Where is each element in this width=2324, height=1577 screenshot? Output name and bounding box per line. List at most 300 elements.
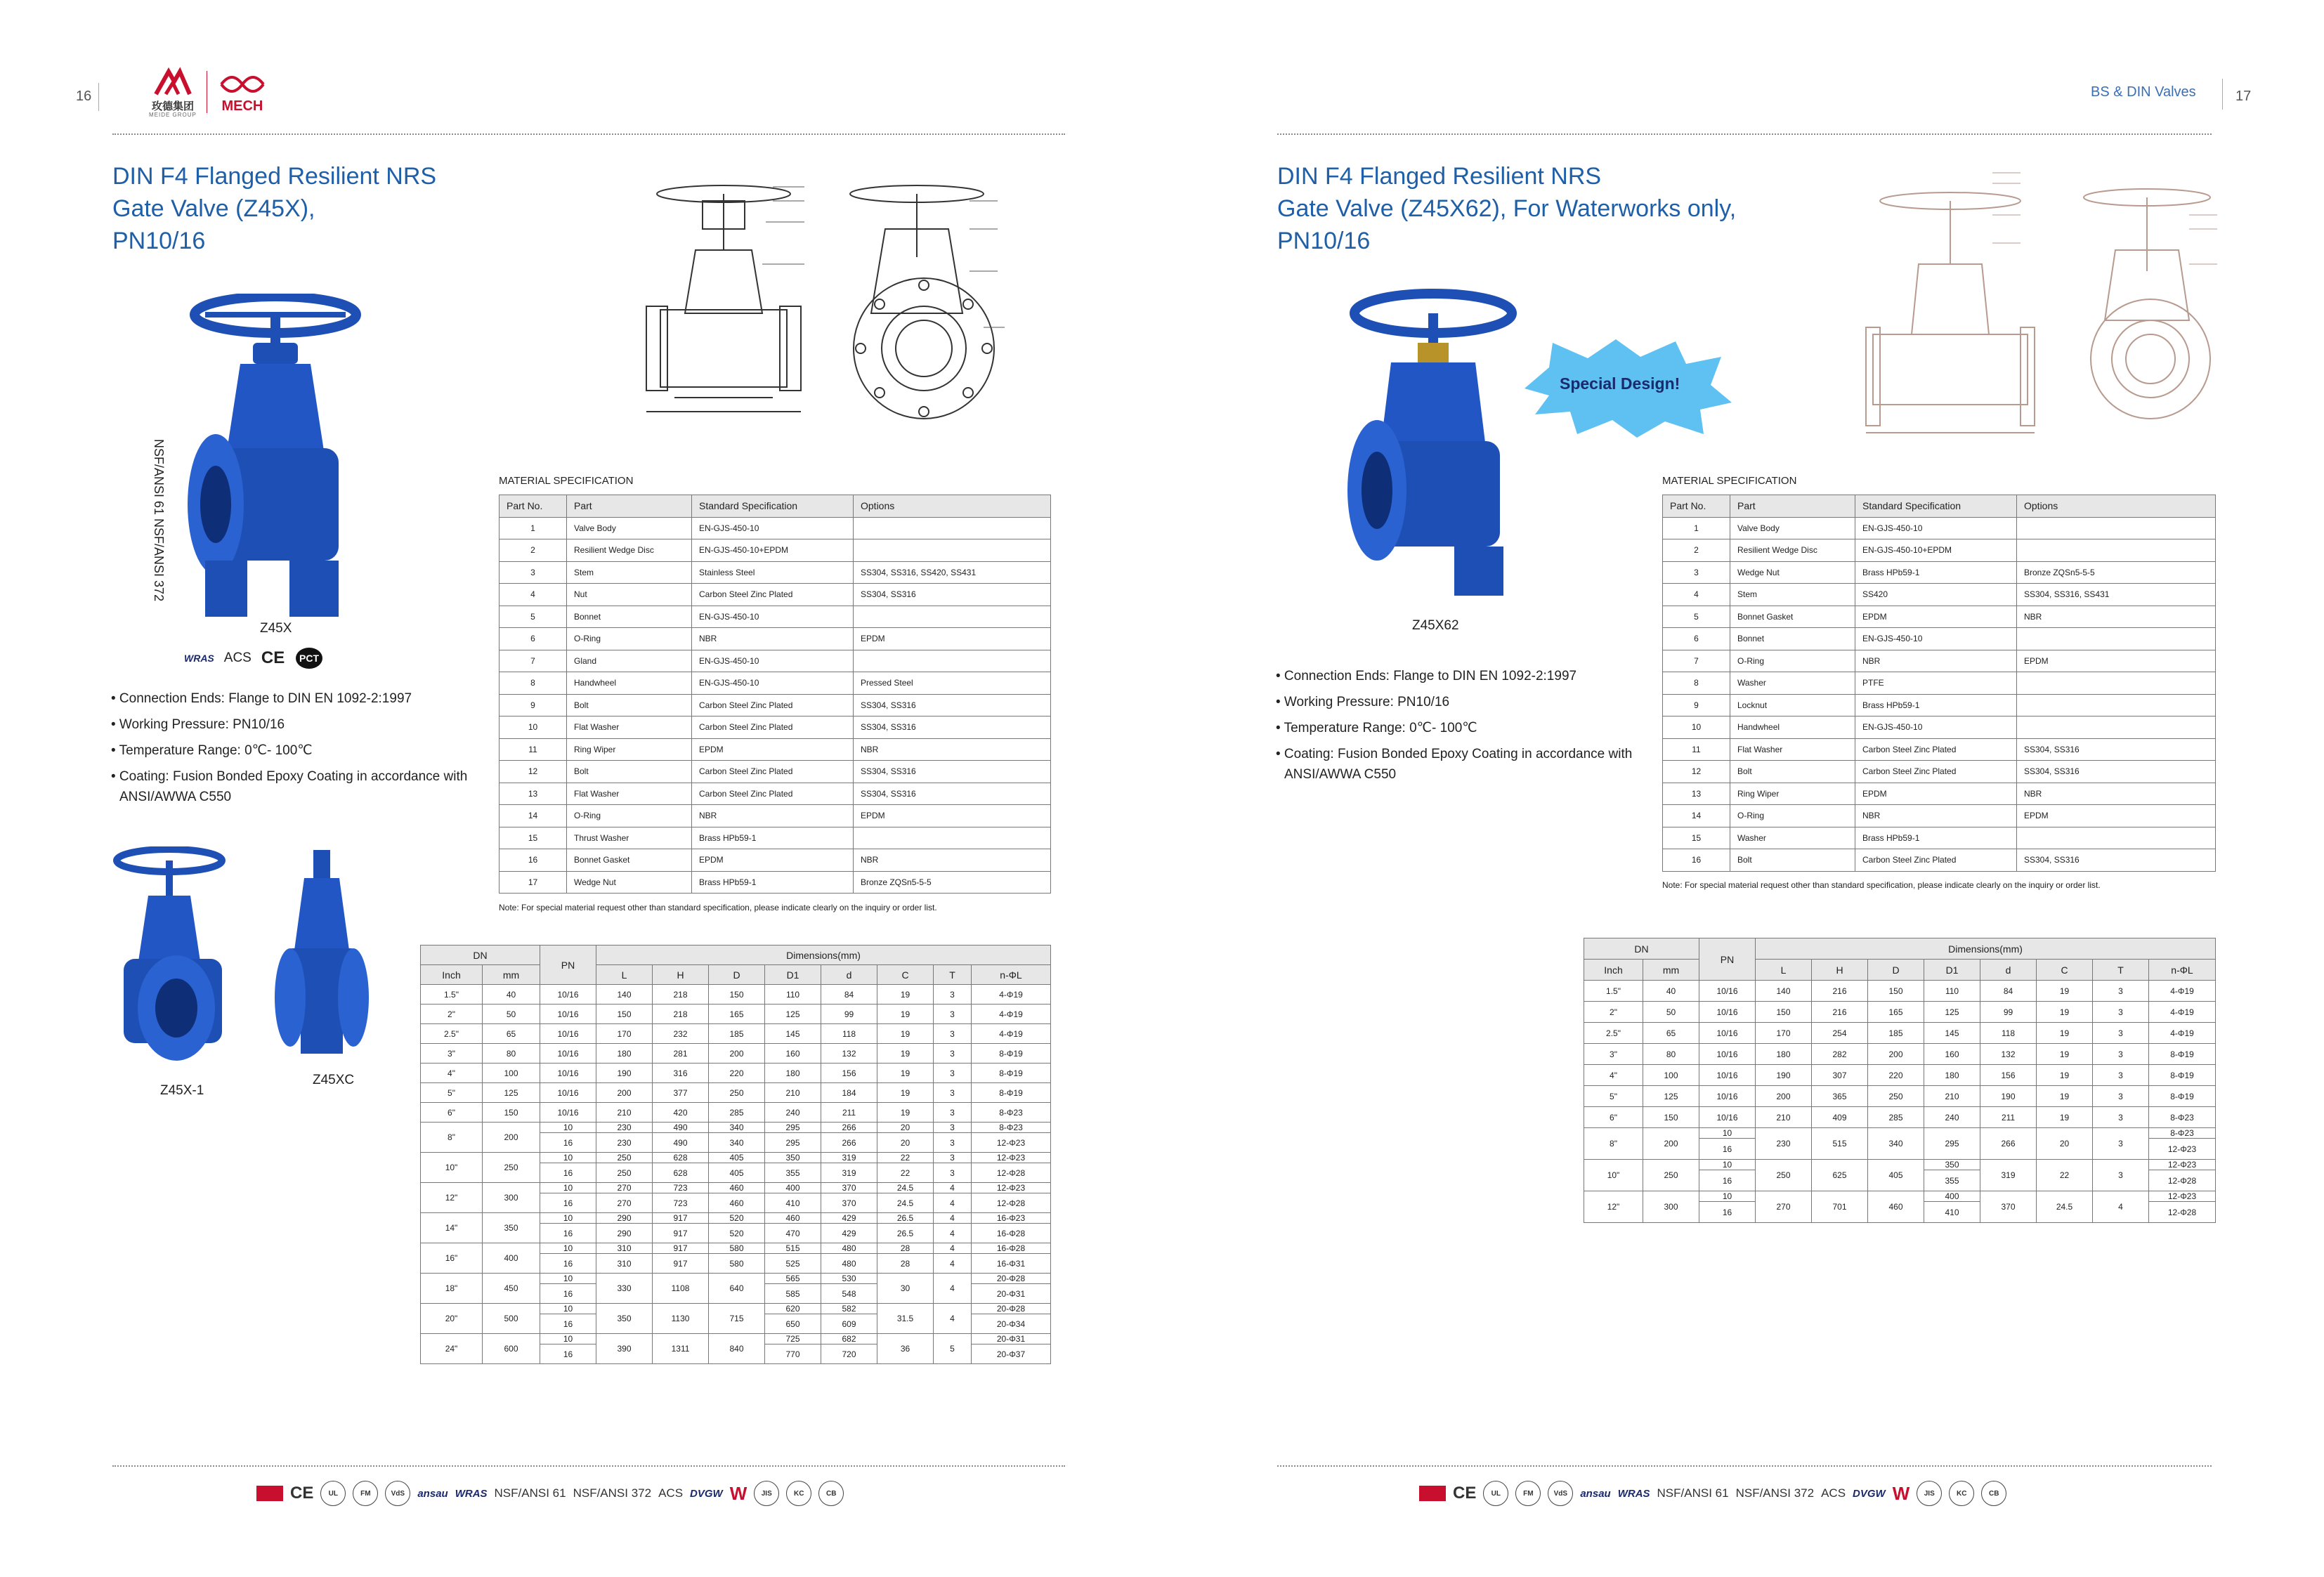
- table-cell: Washer: [1730, 827, 1855, 849]
- table-cell: 16: [1663, 849, 1730, 872]
- company-logo: [149, 66, 267, 118]
- table-cell: SS304, SS316: [854, 694, 1051, 716]
- table-cell: 1130: [653, 1304, 709, 1334]
- ce-mark: CE: [1453, 1484, 1477, 1503]
- svg-text:PCT: PCT: [299, 653, 320, 664]
- table-cell: 3: [934, 1024, 972, 1044]
- table-cell: 150: [709, 985, 765, 1005]
- table-row: [1663, 539, 2216, 562]
- table-cell: 460: [709, 1193, 765, 1213]
- table-cell: 1311: [653, 1334, 709, 1364]
- table-cell: 218: [653, 985, 709, 1005]
- table-cell: 350: [483, 1213, 540, 1243]
- table-cell: EN-GJS-450-10: [692, 517, 854, 539]
- table-cell: 31.5: [877, 1304, 934, 1334]
- table-cell: 165: [709, 1005, 765, 1024]
- column-header: n-ΦL: [972, 965, 1051, 985]
- table-cell: 19: [2037, 1086, 2093, 1107]
- table-row: [421, 1083, 1051, 1103]
- table-cell: 300: [483, 1183, 540, 1213]
- caption-z45xc: Z45XC: [313, 1073, 355, 1087]
- table-cell: Pressed Steel: [854, 672, 1051, 695]
- table-cell: Carbon Steel Zinc Plated: [692, 783, 854, 805]
- table-cell: 16: [540, 1344, 596, 1364]
- table-cell: 6": [421, 1103, 483, 1123]
- column-header: Part No.: [500, 495, 567, 518]
- table-cell: 16: [540, 1163, 596, 1183]
- table-cell: SS304, SS316: [854, 783, 1051, 805]
- table-cell: 99: [1980, 1002, 2037, 1023]
- table-cell: Wedge Nut: [567, 871, 692, 894]
- table-cell: 20-Φ37: [972, 1344, 1051, 1364]
- table-cell: 4-Φ19: [972, 1005, 1051, 1024]
- material-note-left: Note: For special material request other than standard specification, please indicate clearly on the inquiry or order list.: [499, 903, 937, 912]
- table-cell: Bronze ZQSn5-5-5: [854, 871, 1051, 894]
- table-cell: Flat Washer: [567, 716, 692, 739]
- table-cell: 9: [1663, 694, 1730, 716]
- column-header: Standard Specification: [1855, 495, 2017, 518]
- table-cell: [2017, 628, 2216, 650]
- dimension-header-left: [421, 945, 1051, 985]
- table-row: [500, 517, 1051, 539]
- table-cell: 620: [765, 1304, 821, 1314]
- table-cell: 200: [1643, 1128, 1699, 1160]
- table-cell: 16: [1699, 1202, 1756, 1223]
- table-cell: 12: [1663, 761, 1730, 783]
- dn-header: DN: [1584, 938, 1699, 960]
- table-cell: [2017, 716, 2216, 739]
- table-cell: 185: [709, 1024, 765, 1044]
- table-cell: SS304, SS316: [854, 584, 1051, 606]
- table-cell: 132: [821, 1044, 877, 1064]
- table-cell: 580: [709, 1254, 765, 1274]
- table-cell: 24.5: [877, 1183, 934, 1193]
- table-cell: 12-Φ23: [972, 1183, 1051, 1193]
- header-row: [421, 965, 1051, 985]
- table-cell: 22: [877, 1163, 934, 1183]
- table-cell: 3: [934, 1044, 972, 1064]
- table-cell: Brass HPb59-1: [1855, 827, 2017, 849]
- table-cell: 19: [2037, 1107, 2093, 1128]
- table-cell: 210: [1924, 1086, 1980, 1107]
- table-cell: Nut: [567, 584, 692, 606]
- table-cell: 350: [1924, 1160, 1980, 1170]
- table-cell: 10/16: [1699, 1023, 1756, 1044]
- table-cell: 84: [1980, 981, 2037, 1002]
- table-cell: 16: [540, 1133, 596, 1153]
- cert-seal: KC: [786, 1481, 811, 1506]
- table-row: [1663, 761, 2216, 783]
- footer-certs-right: [1419, 1481, 2006, 1506]
- table-row: [500, 761, 1051, 783]
- table-cell: 19: [877, 985, 934, 1005]
- table-cell: Bonnet Gasket: [1730, 606, 1855, 628]
- table-cell: NBR: [2017, 606, 2216, 628]
- table-cell: 16-Φ28: [972, 1243, 1051, 1254]
- table-cell: 132: [1980, 1044, 2037, 1065]
- table-row: [1663, 694, 2216, 716]
- table-cell: 701: [1812, 1191, 1868, 1223]
- table-row: [500, 650, 1051, 672]
- table-cell: Resilient Wedge Disc: [1730, 539, 1855, 562]
- table-cell: 200: [1756, 1086, 1812, 1107]
- table-cell: 10: [540, 1153, 596, 1163]
- table-row: [1663, 827, 2216, 849]
- table-cell: 250: [709, 1083, 765, 1103]
- table-cell: 12-Φ23: [2149, 1160, 2216, 1170]
- technical-drawing-right: [1852, 159, 2231, 447]
- table-cell: 7: [500, 650, 567, 672]
- material-rows-right: [1663, 517, 2216, 871]
- table-cell: Bronze ZQSn5-5-5: [2017, 561, 2216, 584]
- table-cell: 1.5": [421, 985, 483, 1005]
- table-cell: 30: [877, 1274, 934, 1304]
- table-cell: 24": [421, 1334, 483, 1364]
- table-cell: 16: [540, 1193, 596, 1213]
- table-row: [1584, 1044, 2216, 1065]
- table-cell: 10/16: [540, 985, 596, 1005]
- table-row: [421, 1064, 1051, 1083]
- title-line: Gate Valve (Z45X62), For Waterworks only,: [1277, 195, 1737, 222]
- table-row: [500, 849, 1051, 872]
- pct-mark-icon: [294, 646, 324, 670]
- table-cell: EN-GJS-450-10: [1855, 517, 2017, 539]
- table-cell: 140: [1756, 981, 1812, 1002]
- column-header: Part: [1730, 495, 1855, 518]
- table-cell: 250: [1868, 1086, 1924, 1107]
- table-cell: Thrust Washer: [567, 827, 692, 849]
- material-table-left: [499, 495, 1051, 894]
- table-cell: 2: [500, 539, 567, 562]
- table-row: [500, 628, 1051, 650]
- table-cell: 180: [765, 1064, 821, 1083]
- column-header: mm: [483, 965, 540, 985]
- table-cell: Brass HPb59-1: [692, 827, 854, 849]
- table-cell: 19: [877, 1005, 934, 1024]
- table-cell: EPDM: [2017, 650, 2216, 672]
- table-cell: 8-Φ23: [2149, 1128, 2216, 1139]
- table-cell: 420: [653, 1103, 709, 1123]
- logo-cn-text: 玫德集团: [151, 100, 194, 112]
- table-cell: 80: [483, 1044, 540, 1064]
- table-cell: 3: [2093, 1023, 2149, 1044]
- table-row: [421, 1153, 1051, 1163]
- table-cell: 3: [934, 1133, 972, 1153]
- table-cell: 12-Φ28: [972, 1163, 1051, 1183]
- table-cell: [854, 606, 1051, 628]
- table-cell: 140: [596, 985, 653, 1005]
- table-cell: 150: [1868, 981, 1924, 1002]
- table-cell: NBR: [854, 849, 1051, 872]
- table-cell: 628: [653, 1163, 709, 1183]
- table-cell: 390: [596, 1334, 653, 1364]
- table-cell: 319: [821, 1153, 877, 1163]
- table-cell: 316: [653, 1064, 709, 1083]
- table-cell: 460: [1868, 1191, 1924, 1223]
- cert-seal: FM: [1515, 1481, 1541, 1506]
- table-row: [500, 738, 1051, 761]
- table-row: [500, 561, 1051, 584]
- table-cell: 365: [1812, 1086, 1868, 1107]
- table-cell: 190: [596, 1064, 653, 1083]
- table-row: [1663, 672, 2216, 695]
- table-cell: Locknut: [1730, 694, 1855, 716]
- table-cell: 266: [821, 1133, 877, 1153]
- table-cell: 370: [821, 1183, 877, 1193]
- table-cell: 10: [540, 1213, 596, 1224]
- table-cell: 65: [1643, 1023, 1699, 1044]
- flag-icon: [1419, 1486, 1446, 1501]
- table-cell: 10: [1699, 1191, 1756, 1202]
- material-rows-left: [500, 517, 1051, 894]
- column-header: Inch: [421, 965, 483, 985]
- divider: [98, 83, 100, 111]
- table-cell: 254: [1812, 1023, 1868, 1044]
- table-cell: 10: [1699, 1160, 1756, 1170]
- table-row: [1663, 628, 2216, 650]
- w-mark: W: [1892, 1482, 1910, 1504]
- table-cell: 150: [1643, 1107, 1699, 1128]
- table-cell: 720: [821, 1344, 877, 1364]
- table-cell: 240: [765, 1103, 821, 1123]
- cert-seal: CB: [818, 1481, 844, 1506]
- cert-seal: VdS: [1548, 1481, 1573, 1506]
- table-cell: 4: [1663, 584, 1730, 606]
- table-cell: Ring Wiper: [1730, 783, 1855, 805]
- cert-line-left: [184, 646, 324, 670]
- footer-rule-right: [1277, 1465, 2212, 1467]
- table-cell: 40: [483, 985, 540, 1005]
- table-cell: Bolt: [567, 694, 692, 716]
- table-cell: 3: [934, 985, 972, 1005]
- table-cell: 100: [483, 1064, 540, 1083]
- table-cell: Stem: [567, 561, 692, 584]
- table-cell: 5: [1663, 606, 1730, 628]
- title-line: PN10/16: [1277, 228, 1371, 254]
- table-cell: 20: [877, 1123, 934, 1133]
- table-cell: 3": [1584, 1044, 1643, 1065]
- table-cell: 400: [1924, 1191, 1980, 1202]
- table-cell: 200: [1868, 1044, 1924, 1065]
- table-cell: 3: [1663, 561, 1730, 584]
- table-cell: 28: [877, 1254, 934, 1274]
- table-cell: EN-GJS-450-10: [692, 672, 854, 695]
- table-row: [421, 1274, 1051, 1284]
- cert-label: NSF/ANSI 61: [494, 1486, 566, 1500]
- table-cell: 20: [2037, 1128, 2093, 1160]
- table-cell: 10/16: [1699, 1002, 1756, 1023]
- table-row: [1663, 650, 2216, 672]
- table-cell: 8": [1584, 1128, 1643, 1160]
- table-cell: Gland: [567, 650, 692, 672]
- table-row: [421, 1024, 1051, 1044]
- table-row: [1584, 1191, 2216, 1202]
- feature-item: • Working Pressure: PN10/16: [111, 717, 285, 732]
- table-row: [421, 1183, 1051, 1193]
- table-row: [421, 1103, 1051, 1123]
- table-cell: 5": [1584, 1086, 1643, 1107]
- table-cell: Carbon Steel Zinc Plated: [692, 761, 854, 783]
- table-cell: PTFE: [1855, 672, 2017, 695]
- table-cell: 40: [1643, 981, 1699, 1002]
- cert-seal: JIS: [754, 1481, 779, 1506]
- table-cell: NBR: [1855, 650, 2017, 672]
- ce-mark: CE: [290, 1484, 314, 1503]
- pn-header: PN: [540, 945, 596, 985]
- table-cell: 8-Φ23: [972, 1123, 1051, 1133]
- table-cell: 4: [934, 1274, 972, 1304]
- table-cell: 10: [540, 1334, 596, 1344]
- table-cell: 10": [421, 1153, 483, 1183]
- table-cell: 8-Φ19: [972, 1064, 1051, 1083]
- table-cell: [854, 827, 1051, 849]
- table-cell: 3: [934, 1153, 972, 1163]
- table-cell: EN-GJS-450-10+EPDM: [1855, 539, 2017, 562]
- table-row: [500, 694, 1051, 716]
- table-cell: O-Ring: [567, 805, 692, 827]
- table-cell: 12": [421, 1183, 483, 1213]
- table-cell: 12: [500, 761, 567, 783]
- table-cell: 4-Φ19: [2149, 1023, 2216, 1044]
- table-cell: 16: [540, 1314, 596, 1334]
- table-cell: 4: [934, 1193, 972, 1213]
- table-cell: 4: [500, 584, 567, 606]
- table-cell: 216: [1812, 981, 1868, 1002]
- table-cell: 270: [596, 1183, 653, 1193]
- table-cell: [2017, 672, 2216, 695]
- table-cell: 220: [1868, 1065, 1924, 1086]
- column-header: C: [877, 965, 934, 985]
- table-cell: 10: [540, 1243, 596, 1254]
- valve-z45x-1-image: [110, 846, 236, 1078]
- table-cell: 1108: [653, 1274, 709, 1304]
- table-cell: 282: [1812, 1044, 1868, 1065]
- table-cell: 10/16: [540, 1024, 596, 1044]
- table-cell: NBR: [692, 628, 854, 650]
- dimension-rows-right: [1584, 981, 2216, 1223]
- table-cell: 1.5": [1584, 981, 1643, 1002]
- table-cell: 7: [1663, 650, 1730, 672]
- table-cell: Bolt: [567, 761, 692, 783]
- table-cell: 230: [596, 1123, 653, 1133]
- table-cell: 266: [821, 1123, 877, 1133]
- table-cell: 3: [2093, 1107, 2149, 1128]
- table-cell: 20-Φ31: [972, 1334, 1051, 1344]
- table-row: [421, 985, 1051, 1005]
- table-cell: 180: [596, 1044, 653, 1064]
- table-cell: 125: [483, 1083, 540, 1103]
- cert-logo: ansau: [1580, 1487, 1611, 1500]
- dimension-rows-left: [421, 985, 1051, 1364]
- table-row: [1584, 1160, 2216, 1170]
- table-cell: 145: [765, 1024, 821, 1044]
- table-cell: 80: [1643, 1044, 1699, 1065]
- table-cell: NBR: [692, 805, 854, 827]
- table-cell: 2.5": [421, 1024, 483, 1044]
- feature-item: • Coating: Fusion Bonded Epoxy Coating in accordance with: [1276, 747, 1633, 761]
- table-cell: 5": [421, 1083, 483, 1103]
- table-cell: 170: [1756, 1023, 1812, 1044]
- table-cell: 490: [653, 1133, 709, 1153]
- table-cell: 165: [1868, 1002, 1924, 1023]
- table-row: [421, 1243, 1051, 1254]
- table-row: [1584, 1086, 2216, 1107]
- table-cell: [2017, 694, 2216, 716]
- feature-list-left: [111, 688, 467, 807]
- column-header: C: [2037, 960, 2093, 981]
- table-cell: 5: [500, 606, 567, 628]
- table-cell: 250: [1643, 1160, 1699, 1191]
- cert-logo: ansau: [417, 1487, 448, 1500]
- table-cell: 625: [1812, 1160, 1868, 1191]
- table-cell: 4: [934, 1243, 972, 1254]
- table-cell: 917: [653, 1243, 709, 1254]
- table-cell: Handwheel: [1730, 716, 1855, 739]
- table-cell: 65: [483, 1024, 540, 1044]
- table-cell: 240: [1924, 1107, 1980, 1128]
- table-cell: 12-Φ23: [2149, 1191, 2216, 1202]
- table-cell: Brass HPb59-1: [1855, 694, 2017, 716]
- mech-brand-text: MECH: [221, 98, 263, 114]
- column-header: Standard Specification: [692, 495, 854, 518]
- cert-label: ACS: [658, 1486, 684, 1500]
- table-cell: 2": [1584, 1002, 1643, 1023]
- table-cell: 715: [709, 1304, 765, 1334]
- table-cell: 2: [1663, 539, 1730, 562]
- column-header: Inch: [1584, 960, 1643, 981]
- table-cell: 26.5: [877, 1213, 934, 1224]
- table-cell: 118: [821, 1024, 877, 1044]
- table-cell: 8-Φ19: [2149, 1065, 2216, 1086]
- table-cell: 4: [934, 1213, 972, 1224]
- table-cell: 10/16: [540, 1044, 596, 1064]
- table-cell: 19: [2037, 1002, 2093, 1023]
- table-cell: 310: [596, 1254, 653, 1274]
- table-cell: 4": [1584, 1065, 1643, 1086]
- table-cell: EN-GJS-450-10+EPDM: [692, 539, 854, 562]
- table-row: [1584, 1002, 2216, 1023]
- table-cell: Bonnet: [567, 606, 692, 628]
- footer-certs-left: [256, 1481, 844, 1506]
- dn-header: DN: [421, 945, 540, 965]
- cert-logo: WRAS: [1617, 1487, 1650, 1500]
- table-row: [500, 606, 1051, 628]
- material-table-right: [1662, 495, 2216, 872]
- table-cell: 340: [709, 1133, 765, 1153]
- caption-z45x-1: Z45X-1: [160, 1083, 204, 1098]
- table-cell: [854, 539, 1051, 562]
- table-cell: Bolt: [1730, 761, 1855, 783]
- table-cell: 99: [821, 1005, 877, 1024]
- table-cell: 19: [877, 1044, 934, 1064]
- table-cell: 480: [821, 1254, 877, 1274]
- table-row: [1663, 783, 2216, 805]
- acs-label: ACS: [223, 650, 252, 665]
- table-row: [421, 1213, 1051, 1224]
- table-cell: 20-Φ28: [972, 1274, 1051, 1284]
- table-cell: Brass HPb59-1: [692, 871, 854, 894]
- table-cell: SS304, SS316: [2017, 761, 2216, 783]
- column-header: n-ΦL: [2149, 960, 2216, 981]
- table-cell: 609: [821, 1314, 877, 1334]
- table-cell: 10: [540, 1304, 596, 1314]
- table-cell: 319: [821, 1163, 877, 1183]
- column-header: H: [653, 965, 709, 985]
- feature-item: • Connection Ends: Flange to DIN EN 1092-2:1997: [1276, 669, 1577, 683]
- table-row: [421, 1005, 1051, 1024]
- title-line: DIN F4 Flanged Resilient NRS: [112, 163, 437, 190]
- table-cell: Bolt: [1730, 849, 1855, 872]
